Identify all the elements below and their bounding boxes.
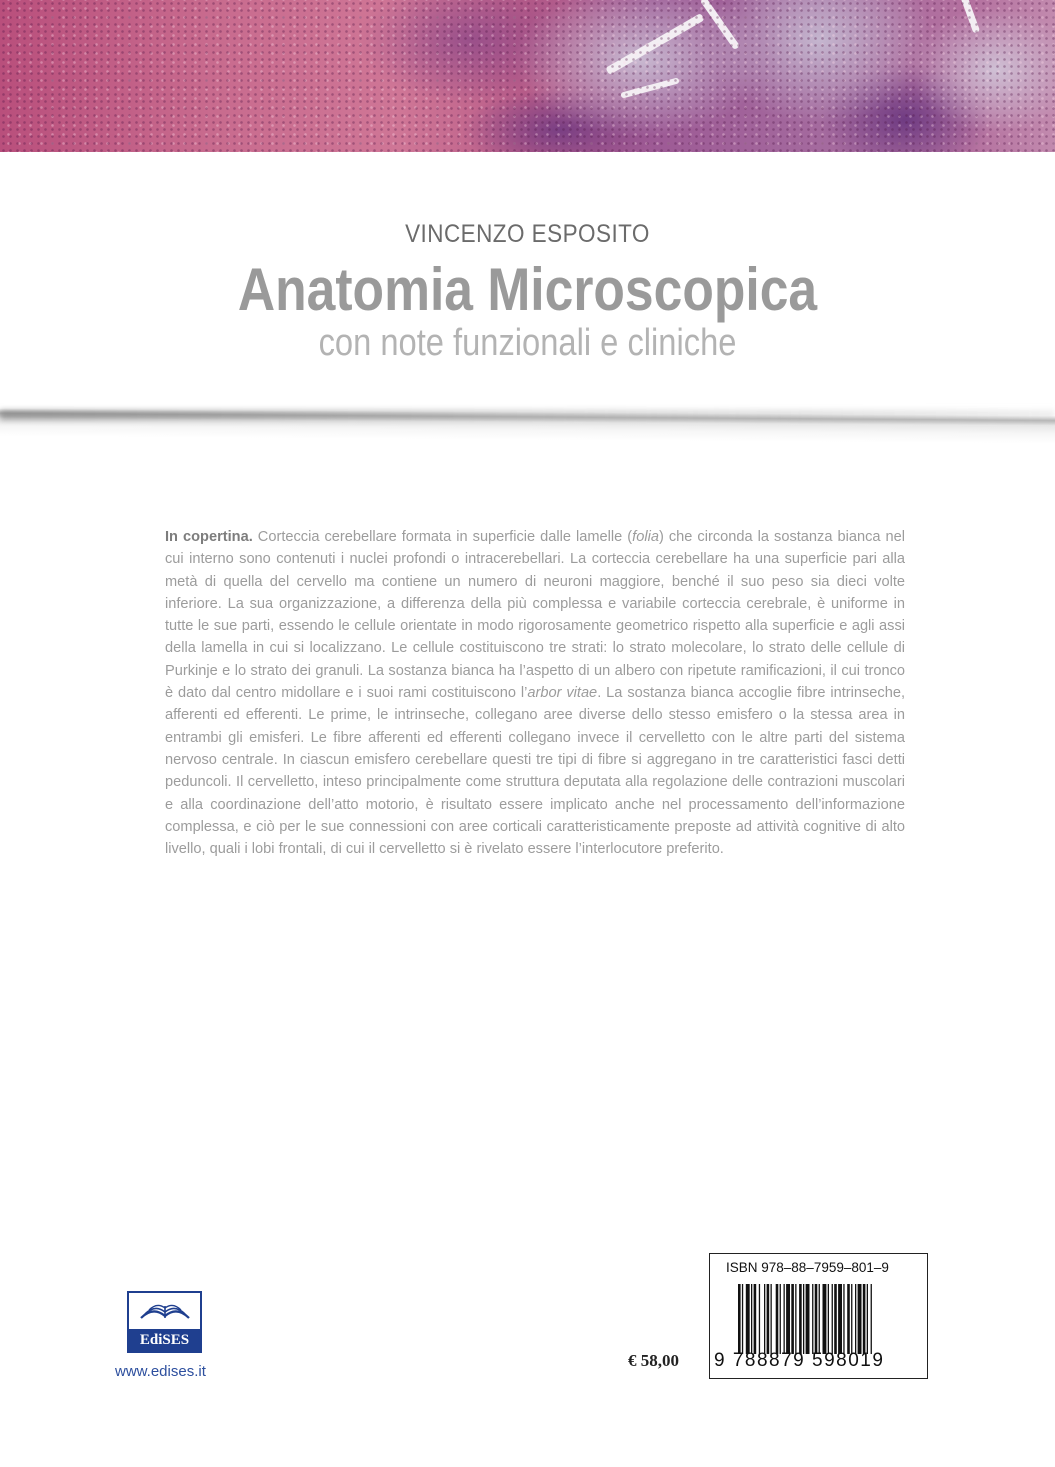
barcode-bar bbox=[795, 1284, 796, 1354]
barcode-bar bbox=[832, 1284, 833, 1354]
open-book-icon bbox=[135, 1298, 195, 1322]
barcode-bar bbox=[838, 1284, 842, 1354]
cover-description bbox=[165, 526, 905, 860]
vessel-gap bbox=[700, 0, 740, 50]
description-italic: arbor vitae bbox=[527, 685, 598, 702]
barcode-bar bbox=[867, 1284, 868, 1354]
barcode-bars bbox=[738, 1284, 916, 1354]
page-curl-shadow bbox=[0, 396, 1055, 443]
vessel-gap bbox=[605, 13, 704, 75]
barcode-bar bbox=[771, 1284, 772, 1354]
barcode-bar bbox=[780, 1284, 781, 1354]
description-lead: In copertina. bbox=[165, 529, 253, 545]
barcode-bar bbox=[791, 1284, 794, 1354]
barcode-bar bbox=[834, 1284, 837, 1354]
barcode-bar bbox=[843, 1284, 844, 1354]
publisher-logo-text: EdiSES bbox=[129, 1329, 200, 1351]
page-curl-shadow-edge bbox=[0, 410, 1055, 420]
barcode-bar bbox=[823, 1284, 827, 1354]
author-name: VINCENZO ESPOSITO bbox=[405, 220, 650, 248]
barcode-bar bbox=[776, 1284, 779, 1354]
vessel-gap bbox=[620, 77, 680, 98]
barcode-bar bbox=[799, 1284, 802, 1354]
barcode-bar bbox=[858, 1284, 862, 1354]
barcode-bar bbox=[847, 1284, 850, 1354]
histology-banner-image bbox=[0, 0, 1055, 152]
barcode-bar bbox=[855, 1284, 856, 1354]
barcode-bar bbox=[738, 1284, 741, 1354]
barcode-bar bbox=[759, 1284, 760, 1354]
barcode-bar bbox=[815, 1284, 818, 1354]
barcode-bar bbox=[806, 1284, 810, 1354]
description-text: Corteccia cerebellare formata in superficie dalle lamelle ( bbox=[252, 529, 633, 545]
barcode-bar bbox=[812, 1284, 813, 1354]
barcode-bar bbox=[803, 1284, 804, 1354]
barcode-bar bbox=[851, 1284, 852, 1354]
description-text: ) che circonda la sostanza bianca nel cui interno sono contenuti i nuclei profondi o intracerebellari. La corteccia cerebellare ha una superficie pari alla metà di quella del cervello ma contiene un numero di neuroni maggiore, benché il suo peso sia dieci volte inferiore. La sua organizzazione, a differenza della più complessa e variabile corteccia cerebrale, è uniforme in tutte le sue parti, essendo le cellule orientate in modo rigorosamente geometrico rispetto alla superficie e agli assi della lamella in cui si localizzano. Le cellule costituiscono tre strati: lo strato molecolare, lo strato delle cellule di Purkinje e lo strato dei granuli. La sostanza bianca ha l’aspetto di un albero con ripetute ramificazioni, il cui tronco è dato dal centro midollare e i suoi rami costituiscono l’ bbox=[165, 529, 906, 702]
book-title: Anatomia Microscopica bbox=[237, 256, 818, 323]
barcode-bar bbox=[784, 1284, 785, 1354]
ean-digits: 9 788879 598019 bbox=[714, 1350, 885, 1371]
price: € 58,00 bbox=[628, 1351, 679, 1370]
barcode-bar bbox=[746, 1284, 750, 1354]
barcode-bar bbox=[871, 1284, 872, 1354]
barcode-bar bbox=[819, 1284, 820, 1354]
barcode-bar bbox=[767, 1284, 770, 1354]
publisher-website: www.edises.it bbox=[115, 1363, 206, 1380]
barcode-bar bbox=[754, 1284, 757, 1354]
publisher-logo bbox=[127, 1291, 202, 1353]
vessel-gap bbox=[960, 0, 980, 33]
book-subtitle: con note funzionali e cliniche bbox=[318, 322, 737, 364]
barcode-bar bbox=[863, 1284, 866, 1354]
barcode-bar bbox=[742, 1284, 743, 1354]
cover-titles bbox=[0, 220, 1055, 365]
barcode-bar bbox=[764, 1284, 765, 1354]
description-text: . La sostanza bianca accoglie fibre intrinseche, afferenti ed efferenti. Le prime, le intrinseche, collegano aree diverse dello stesso emisfero o la stessa area in entrambi gli emisferi. Le fibre afferenti ed efferenti collegano invece il cervelletto con le altre parti del sistema nervoso centrale. In ciascun emisfero cerebellare questi tre tipi di fibre si aggregano in tre caratteristici fasci detti peduncoli. Il cervelletto, inteso principalmente come struttura deputata alla regolazione delle contrazioni muscolari e alla coordinazione dell’atto motorio, è risultato essere implicato anche nel processamento dell’informazione complessa, e ciò per le sue connessioni con aree corticali caratteristicamente preposte ad attività cognitive di alto livello, quali i lobi frontali, di cui il cervelletto si è rivelato essere l’interlocutore preferito. bbox=[165, 685, 905, 858]
barcode-bar bbox=[786, 1284, 790, 1354]
isbn-label: ISBN 978–88–7959–801–9 bbox=[726, 1260, 889, 1275]
description-italic: folia bbox=[632, 529, 659, 545]
barcode-bar bbox=[828, 1284, 829, 1354]
barcode-bar bbox=[751, 1284, 752, 1354]
barcode-box bbox=[709, 1253, 928, 1379]
